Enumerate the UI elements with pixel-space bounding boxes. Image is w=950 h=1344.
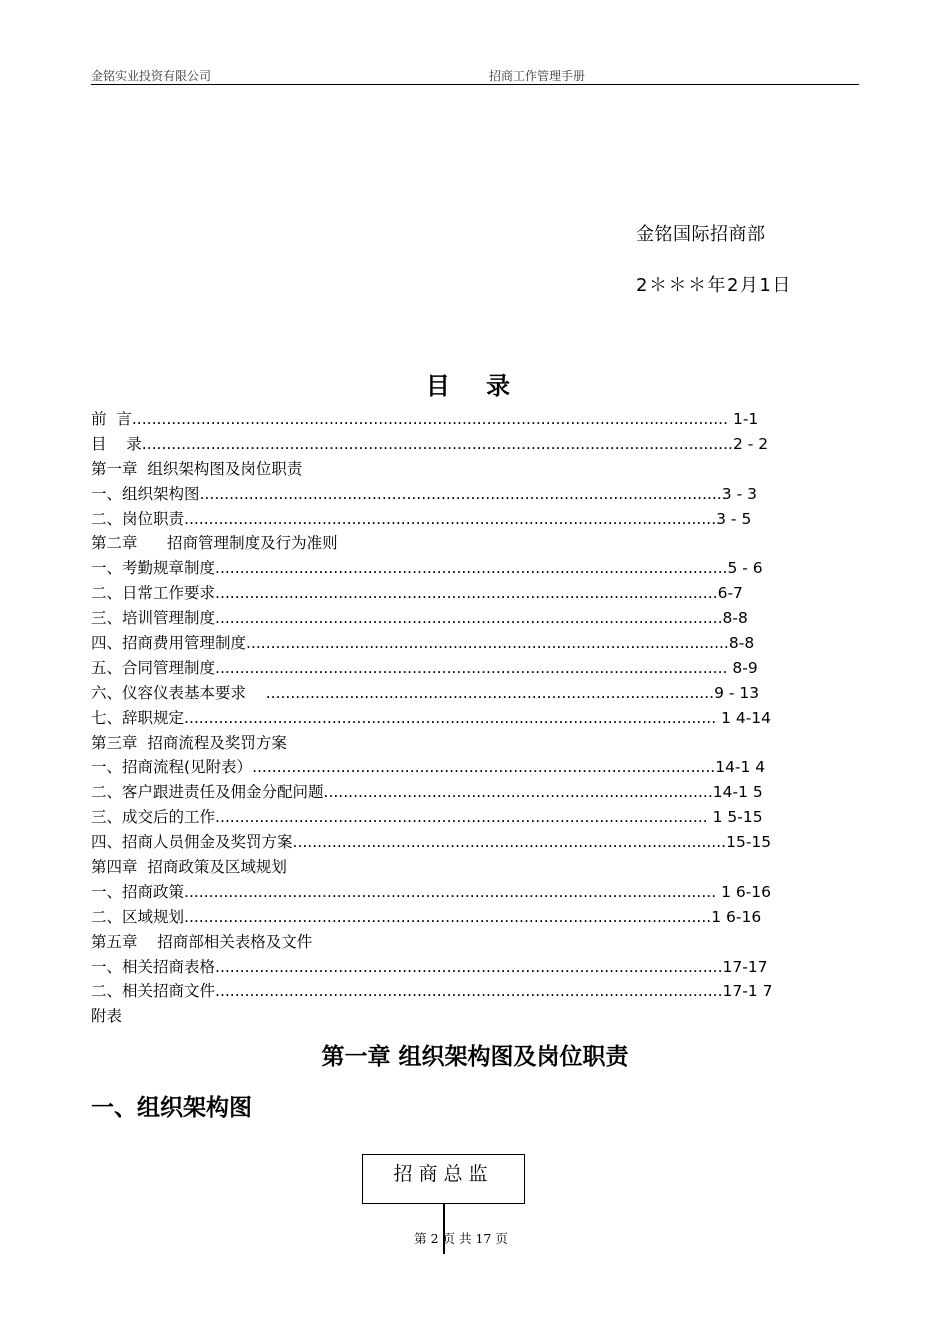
toc-entry	[91, 731, 791, 756]
toc-entry-page: 1 6-16	[716, 882, 772, 901]
chapter-title: 第一章 组织架构图及岗位职责	[321, 1044, 629, 1070]
toc-entry-label: 附表	[91, 1007, 123, 1026]
toc-entry-page: 17-17	[722, 957, 768, 976]
toc-entry-page: 1 4-14	[716, 708, 772, 727]
toc-entry-label: 第二章 招商管理制度及行为准则	[91, 534, 338, 553]
toc-entry-label: 一、相关招商表格	[91, 957, 216, 976]
toc-leader-dots: ..............................................................................................	[252, 758, 716, 777]
toc-entry-label: 目 录	[91, 434, 142, 453]
toc-entry-page: 6-7	[717, 584, 743, 603]
section-title: 一、组织架构图	[91, 1095, 252, 1121]
toc-entry	[91, 930, 791, 955]
toc-entry-label: 六、仪容仪表基本要求	[91, 683, 266, 702]
toc-entry-page: 3 - 5	[716, 509, 752, 528]
toc-leader-dots: ............................................................................................................	[184, 509, 717, 528]
toc-entry	[91, 706, 791, 731]
toc-entry	[91, 955, 791, 980]
toc-leader-dots: ..........................................................................................................	[199, 484, 722, 503]
toc-entry	[91, 556, 791, 581]
header-manual-title: 招商工作管理手册	[489, 69, 586, 83]
toc-leader-dots: ....................................................................................................	[215, 808, 708, 827]
toc-entry-label: 二、岗位职责	[91, 509, 185, 528]
toc-entry	[91, 979, 791, 1004]
toc-entry-page: 17-1 7	[722, 982, 773, 1001]
toc-entry	[91, 755, 791, 780]
toc-entry-page: 8-8	[728, 634, 755, 653]
toc-entry-page: 2 - 2	[732, 434, 769, 453]
toc-leader-dots: .......................................................................................................	[215, 982, 723, 1001]
toc-entry-label: 二、区域规划	[91, 907, 185, 926]
toc-entry	[91, 880, 791, 905]
table-of-contents	[91, 407, 791, 1029]
toc-entry-page: 15-15	[726, 833, 772, 852]
toc-entry-label: 第三章 招商流程及奖罚方案	[91, 733, 287, 752]
toc-entry	[91, 606, 791, 631]
toc-entry	[91, 830, 791, 855]
header-company: 金铭实业投资有限公司	[91, 69, 212, 83]
toc-entry-label: 二、日常工作要求	[91, 584, 216, 603]
toc-entry-label: 二、客户跟进责任及佣金分配问题	[91, 783, 324, 802]
toc-entry	[91, 457, 791, 482]
toc-leader-dots: .......................................................................................................	[215, 957, 723, 976]
toc-entry	[91, 681, 791, 706]
toc-entry-page: 1-1	[728, 410, 759, 428]
toc-entry	[91, 656, 791, 681]
org-box-director: 招商总监	[362, 1154, 525, 1204]
toc-entry-label: 七、辞职规定	[91, 708, 185, 727]
toc-entry-label: 二、相关招商文件	[91, 982, 216, 1001]
toc-entry-label: 一、组织架构图	[91, 484, 200, 503]
toc-entry	[91, 1004, 791, 1029]
toc-entry-label: 第四章 招商政策及区域规划	[91, 858, 287, 877]
page-footer: 第 2 页 共 17 页	[414, 1231, 508, 1246]
toc-entry-page: 8-8	[722, 609, 748, 628]
toc-entry	[91, 407, 791, 432]
toc-entry-page: 1 5-15	[707, 808, 763, 827]
toc-leader-dots: ..................................................................................................	[246, 634, 729, 653]
toc-entry-page: 1 6-16	[711, 907, 762, 926]
toc-leader-dots: ......................................................................................................	[215, 584, 718, 603]
toc-entry-label: 一、考勤规章制度	[91, 559, 216, 578]
toc-entry	[91, 482, 791, 507]
toc-leader-dots: ............................................................................................................	[184, 882, 717, 901]
toc-entry-label: 一、招商流程(见附表）	[91, 758, 253, 777]
toc-entry-label: 一、招商政策	[91, 882, 185, 901]
toc-entry	[91, 780, 791, 805]
signature-department: 金铭国际招商部	[636, 224, 766, 245]
toc-entry	[91, 432, 791, 457]
toc-entry	[91, 631, 791, 656]
toc-entry-label: 第一章 组织架构图及岗位职责	[91, 459, 303, 478]
toc-leader-dots: ........................................................................................................	[215, 658, 728, 677]
toc-entry-label: 前 言	[91, 410, 132, 428]
toc-entry	[91, 531, 791, 556]
toc-leader-dots: .........................................................................................................................	[131, 410, 729, 428]
toc-entry-label: 第五章 招商部相关表格及文件	[91, 932, 313, 951]
toc-entry-label: 五、合同管理制度	[91, 658, 216, 677]
toc-leader-dots: ............................................................................................................	[184, 708, 717, 727]
toc-entry-page: 3 - 3	[721, 484, 757, 503]
toc-leader-dots: ...............................................................................	[323, 783, 713, 802]
toc-leader-dots: ........................................................................................	[292, 833, 727, 852]
toc-entry	[91, 905, 791, 930]
toc-leader-dots: ........................................................................................................................	[141, 434, 733, 453]
toc-entry	[91, 805, 791, 830]
toc-entry-page: 5 - 6	[727, 559, 763, 578]
toc-entry-label: 三、培训管理制度	[91, 609, 216, 628]
toc-leader-dots: ........................................................................................................	[215, 559, 728, 578]
page-header	[91, 64, 859, 85]
toc-entry-page: 14-1 4	[715, 758, 766, 777]
toc-entry-label: 四、招商人员佣金及奖罚方案	[91, 833, 293, 852]
toc-leader-dots: ...........................................................................................	[265, 683, 715, 702]
toc-entry-label: 四、招商费用管理制度	[91, 634, 247, 653]
toc-leader-dots: .......................................................................................................	[215, 609, 723, 628]
toc-entry-page: 14-1 5	[712, 783, 763, 802]
toc-leader-dots: ...........................................................................................................	[184, 907, 712, 926]
toc-entry-label: 三、成交后的工作	[91, 808, 216, 827]
toc-entry	[91, 507, 791, 532]
toc-entry	[91, 855, 791, 880]
toc-entry	[91, 581, 791, 606]
toc-entry-page: 9 - 13	[714, 683, 760, 702]
toc-entry-page: 8-9	[727, 658, 758, 677]
signature-date: 2＊＊＊年2月1日	[636, 275, 792, 296]
toc-title: 目 录	[425, 372, 525, 400]
